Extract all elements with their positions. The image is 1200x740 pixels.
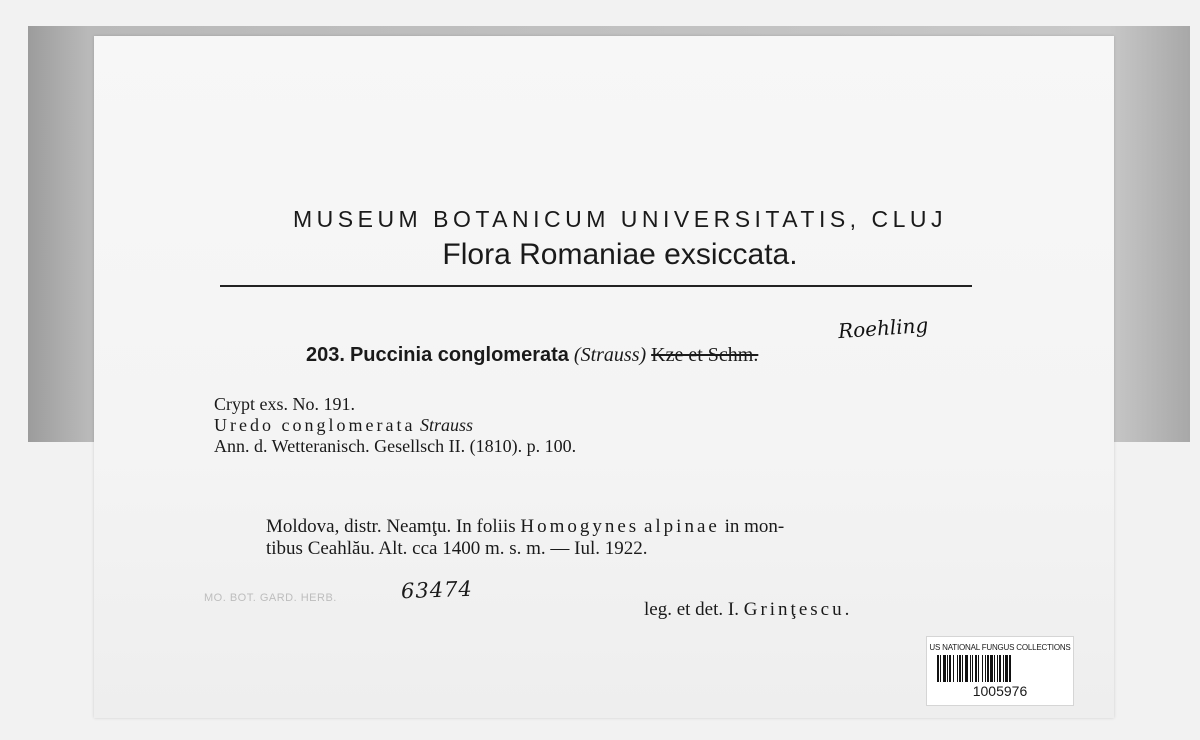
species-line <box>306 344 758 367</box>
specimen-label <box>94 36 1114 718</box>
barcode-label <box>926 636 1074 706</box>
collector-line <box>644 599 852 621</box>
handwritten-authority: Roehling <box>837 312 930 344</box>
locality-block <box>266 516 784 560</box>
species-number: 203. <box>306 344 345 366</box>
synonymy-line-1: Crypt exs. No. 191. <box>214 394 355 414</box>
locality-end: in mon- <box>724 516 785 537</box>
locality-start: Moldova, distr. Neamţu. In foliis <box>266 516 516 537</box>
accession-number: 63474 <box>400 576 474 604</box>
collector-name: Grinţescu. <box>743 599 853 620</box>
locality-line-1 <box>266 516 784 538</box>
series-title: Flora Romaniae exsiccata. <box>442 238 798 271</box>
herbarium-stamp: MO. BOT. GARD. HERB. <box>204 592 337 604</box>
institution-header: MUSEUM BOTANICUM UNIVERSITATIS, CLUJ <box>293 206 947 232</box>
collector-prefix: leg. et det. I. <box>644 599 739 620</box>
species-name: Puccinia conglomerata <box>349 344 569 366</box>
barcode-title: US NATIONAL FUNGUS COLLECTIONS <box>929 643 1071 652</box>
host-genus: Homogynes <box>520 516 640 537</box>
locality-line-2: tibus Ceahlău. Alt. cca 1400 m. s. m. — Iul. 1922. <box>266 538 648 559</box>
species-authority: (Strauss) <box>573 344 647 366</box>
synonym-author: Strauss <box>419 415 473 435</box>
header-divider <box>220 285 972 287</box>
barcode-number: 1005976 <box>972 683 1028 699</box>
synonymy-block <box>214 394 576 457</box>
host-species: alpinae <box>643 516 720 537</box>
synonymy-line-2 <box>214 415 576 436</box>
barcode-icon <box>937 655 1063 682</box>
synonym-name: Uredo conglomerata <box>214 415 416 435</box>
struck-authority: Kze et Schm. <box>651 344 759 366</box>
synonymy-line-3: Ann. d. Wetteranisch. Gesellsch II. (1810). p. 100. <box>214 436 577 456</box>
